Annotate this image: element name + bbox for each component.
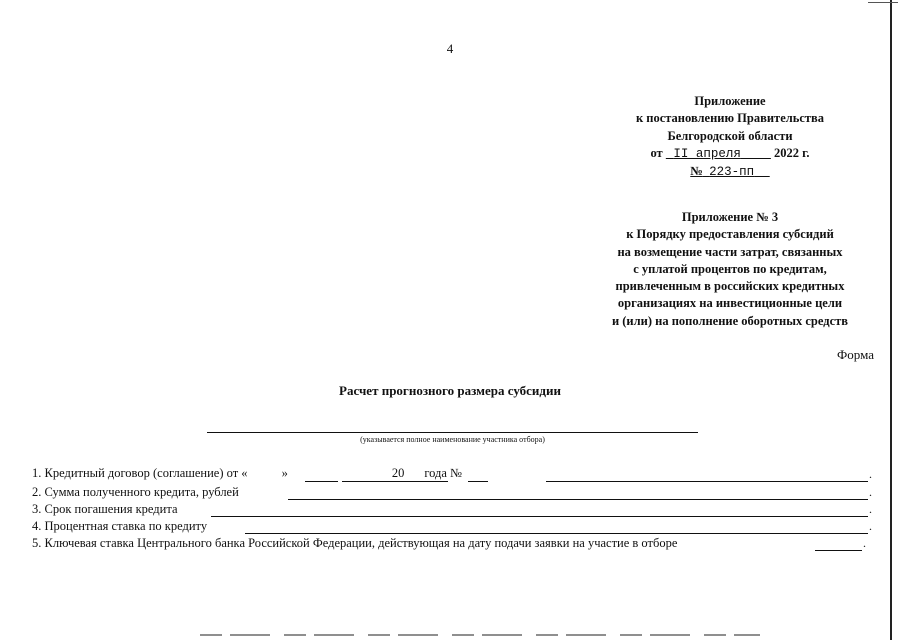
document-title: Расчет прогнозного размера субсидии: [339, 383, 561, 398]
page-number: 4: [446, 41, 454, 56]
year-prefix: 20: [391, 466, 405, 480]
number-prefix: №: [690, 164, 703, 179]
appendix-3-header: [578, 209, 882, 330]
year-underline: [468, 481, 488, 482]
date-prefix: от: [650, 145, 663, 160]
scan-artifact: [200, 634, 760, 636]
participant-caption: (указывается полное наименование участника отбора): [360, 435, 545, 444]
date-suffix: 2022 г.: [774, 145, 810, 160]
appendix-line: к постановлению Правительства: [635, 111, 825, 126]
row-end-dot: .: [869, 485, 872, 499]
appendix-3-line: организациях на инвестиционные цели: [617, 296, 843, 311]
key-rate-field[interactable]: [815, 550, 862, 551]
credit-agreement-label: 1. Кредитный договор (соглашение) от «: [32, 466, 248, 480]
row-end-dot: .: [869, 502, 872, 516]
interest-rate-label: 4. Процентная ставка по кредиту: [32, 519, 208, 533]
year-suffix: года №: [424, 466, 462, 480]
appendix-header: [600, 93, 860, 181]
appendix-3-line: к Порядку предоставления субсидий: [626, 227, 834, 242]
participant-name-field[interactable]: [207, 432, 698, 433]
page-edge-top: [868, 2, 898, 3]
number-value: 223-пп: [709, 165, 755, 180]
appendix-number: [600, 163, 860, 181]
month-underline: [342, 481, 448, 482]
date-value: II апреля: [673, 146, 741, 161]
day-underline: [305, 481, 338, 482]
key-rate-label: 5. Ключевая ставка Центрального банка Российской Федерации, действующая на дату подачи заявки на участие в отборе: [32, 536, 678, 550]
agreement-number-field[interactable]: [546, 481, 868, 482]
row-end-dot: .: [869, 467, 872, 481]
row-end-dot: .: [869, 519, 872, 533]
appendix-line: Белгородской области: [667, 128, 793, 143]
page-edge: [890, 0, 892, 640]
appendix-title: Приложение: [694, 94, 766, 108]
row-end-dot: .: [863, 536, 866, 550]
appendix-3-line: с уплатой процентов по кредитам,: [633, 261, 827, 276]
repayment-term-field[interactable]: [211, 516, 868, 517]
quote-close: »: [281, 466, 288, 480]
appendix-3-line: Приложение № 3: [681, 210, 779, 224]
credit-agreement-row: [32, 466, 462, 481]
appendix-date: [600, 145, 860, 163]
credit-amount-label: 2. Сумма полученного кредита, рублей: [32, 485, 239, 499]
appendix-3-line: привлеченным в российских кредитных: [615, 279, 845, 294]
credit-amount-field[interactable]: [288, 499, 868, 500]
interest-rate-field[interactable]: [245, 533, 868, 534]
appendix-3-line: на возмещение части затрат, связанных: [617, 244, 843, 259]
appendix-3-line: и (или) на пополнение оборотных средств: [611, 313, 849, 328]
repayment-term-label: 3. Срок погашения кредита: [32, 502, 178, 516]
form-label: Форма: [837, 347, 874, 362]
